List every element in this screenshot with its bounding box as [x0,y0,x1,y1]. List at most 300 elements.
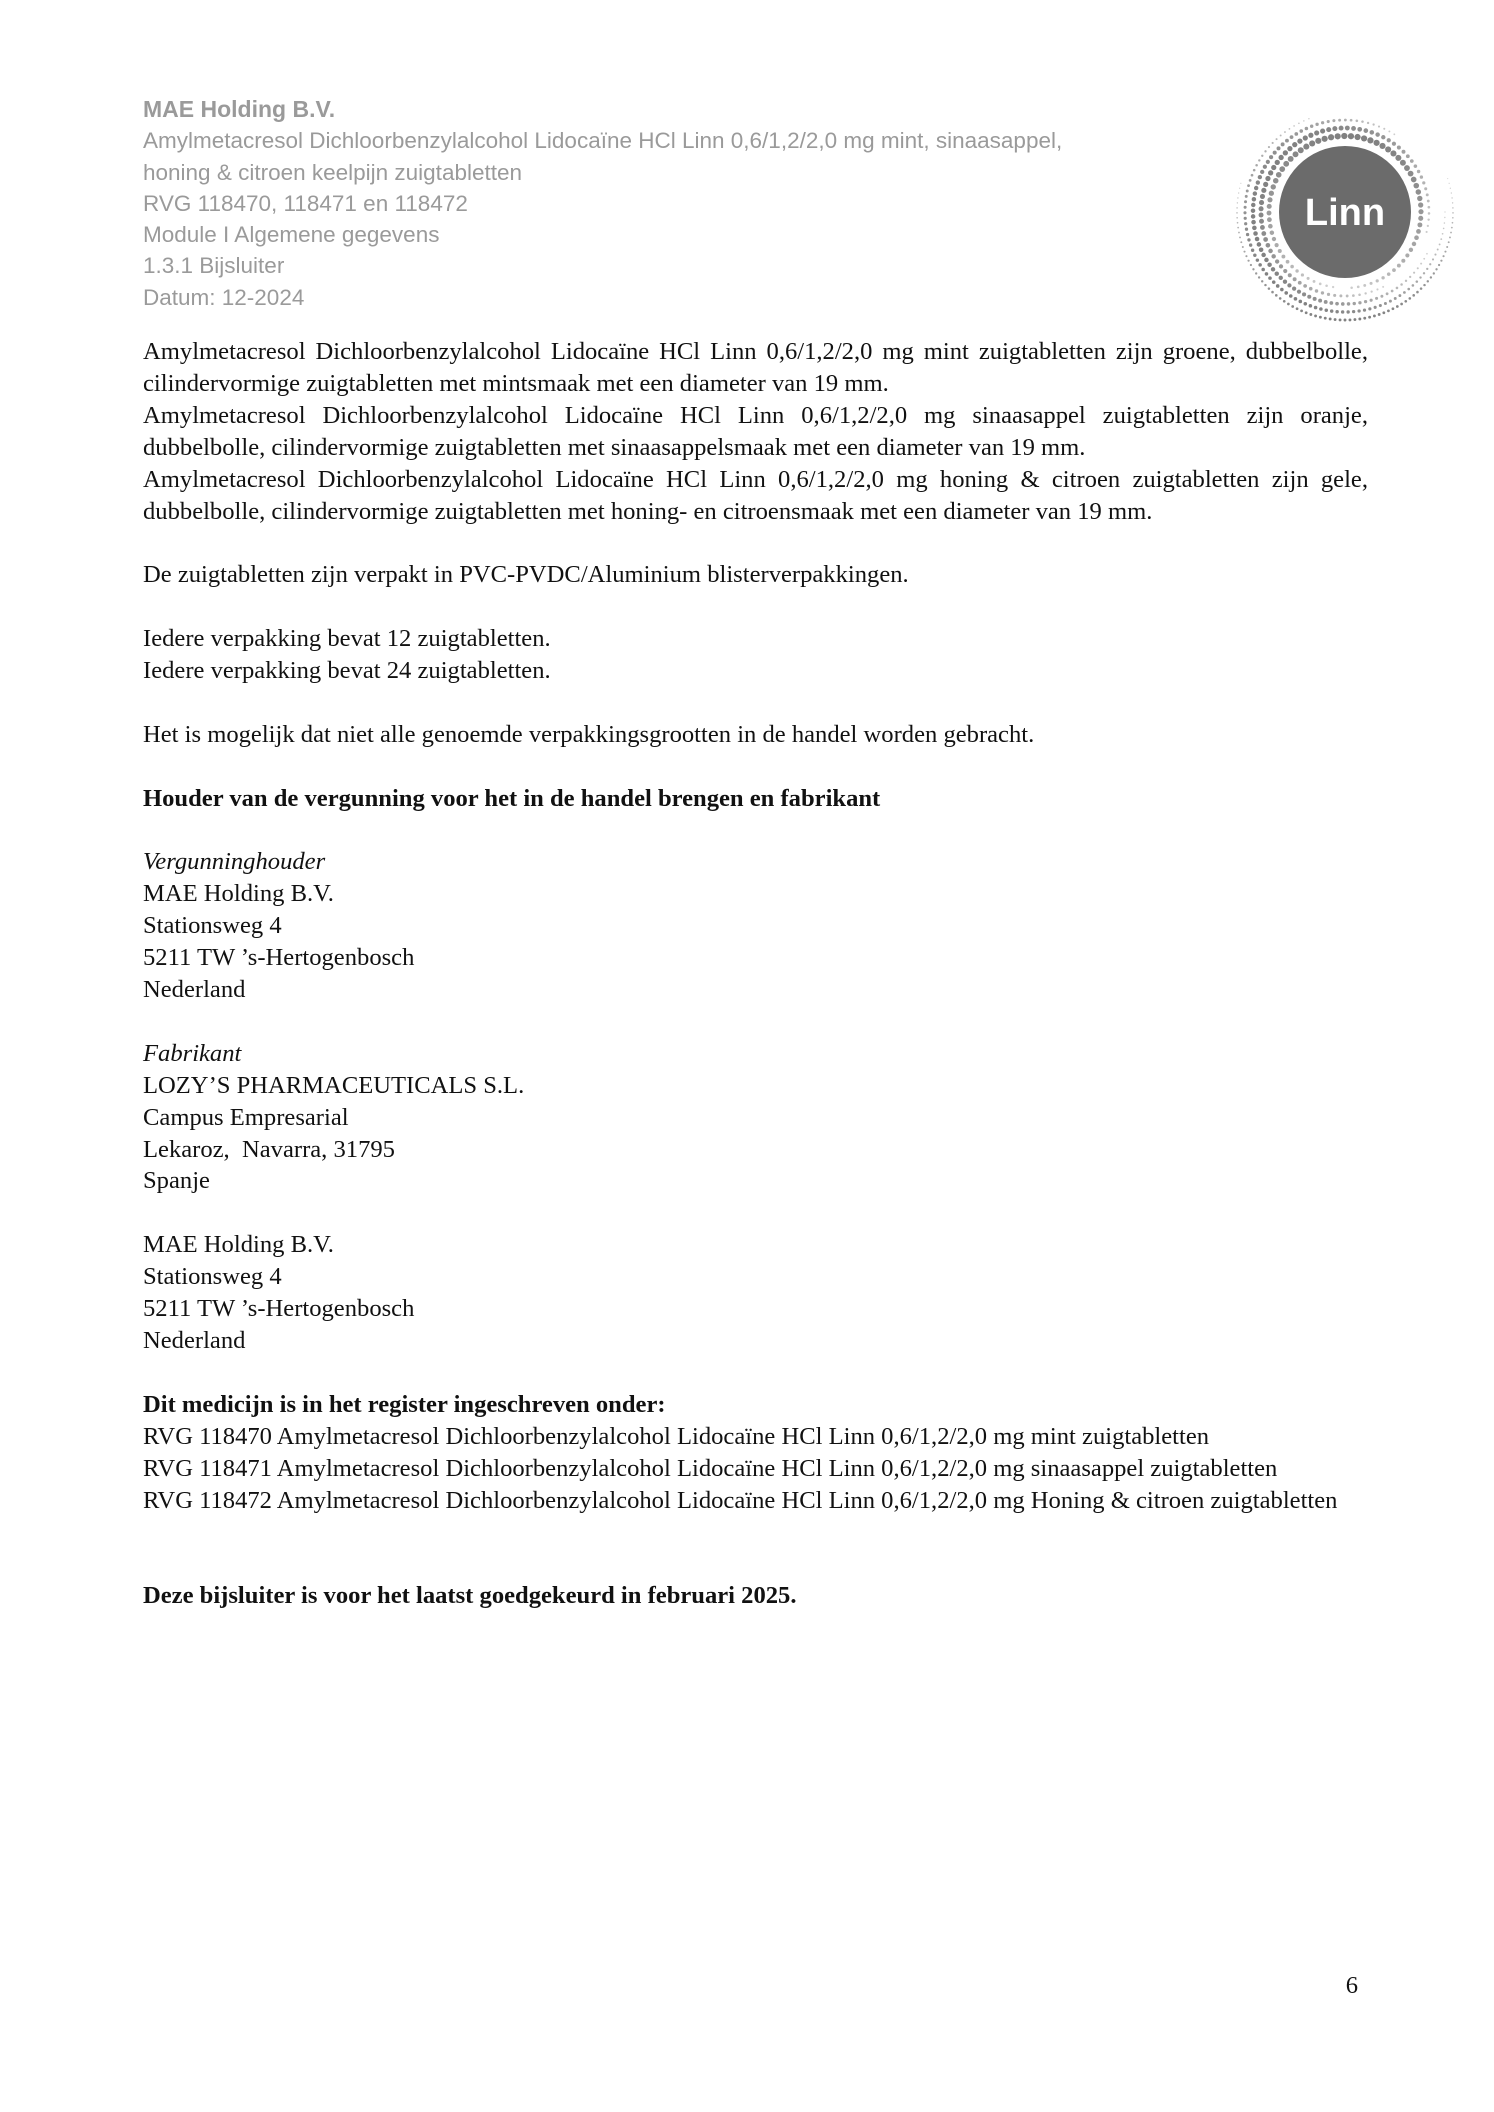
logo-dot [1287,283,1291,287]
logo-dot [1327,120,1330,123]
logo-dot [1352,294,1355,297]
logo-dot [1393,133,1395,135]
logo-dot [1418,216,1423,221]
logo-dot [1249,243,1252,246]
logo-dot [1246,190,1249,193]
logo-dot [1424,187,1427,190]
paragraph-pack-note: Het is mogelijk dat niet alle genoemde verpakkingsgrootten in de handel worden gebracht. [143,720,1035,748]
logo-dot [1268,170,1273,175]
logo-dot [1278,155,1283,160]
logo-dot [1361,120,1364,123]
logo-dot [1401,259,1405,263]
logo-dot [1444,217,1445,218]
logo-dot [1361,135,1367,141]
logo-dot [1259,200,1264,205]
logo-dot [1265,272,1269,276]
logo-dot [1353,302,1356,305]
logo-dot [1398,294,1401,297]
logo-dot [1400,160,1406,166]
logo-dot [1427,218,1429,220]
logo-dot [1247,184,1250,187]
logo-dot [1237,222,1239,224]
logo-dot [1269,155,1273,159]
document-body [143,336,1368,1612]
logo-dot [1297,139,1302,144]
logo-dot [1321,291,1324,294]
logo-dot [1409,248,1413,252]
logo-dot [1370,299,1373,302]
logo-dot [1434,254,1436,256]
logo-dot [1412,242,1416,246]
logo-dot [1426,231,1428,233]
logo-dot [1390,150,1396,156]
logo-dot [1313,297,1317,301]
logo-dot [1244,200,1247,203]
logo-dot [1305,311,1308,314]
logo-dot [1448,241,1450,243]
approval-statement: Deze bijsluiter is voor het laatst goedgekeurd in februari 2025. [143,1582,797,1610]
logo-dot [1451,192,1452,193]
logo-dot [1315,123,1318,126]
logo-dot [1418,202,1423,207]
logo-dot [1285,139,1289,143]
logo-dot [1259,213,1264,218]
logo-dot [1245,228,1248,231]
logo-dot [1251,208,1256,213]
logo-dot [1420,287,1423,290]
paragraph-packaging: De zuigtabletten zijn verpakt in PVC-PVDC/Aluminium blisterverpakkingen. [143,561,909,589]
linn-logo [1230,72,1460,334]
logo-dot [1268,276,1272,280]
document-header [143,94,1203,313]
header-date: Datum: 12-2024 [143,284,305,310]
logo-dot [1268,224,1273,229]
logo-dot [1254,186,1258,190]
logo-dot [1353,318,1356,321]
logo-dot [1307,277,1310,280]
logo-dot [1417,170,1420,173]
logo-dot [1275,259,1279,263]
logo-dot [1250,264,1252,266]
logo-dot [1293,125,1295,127]
logo-dot [1263,182,1268,187]
logo-dot [1314,130,1319,135]
logo-dot [1400,283,1403,286]
logo-dot [1288,273,1292,277]
logo-dot [1357,286,1360,289]
logo-dot [1305,127,1309,131]
logo-dot [1261,155,1263,157]
logo-dot [1302,292,1306,296]
logo-dot [1260,194,1265,199]
logo-dot [1368,316,1371,319]
logo-dot [1297,290,1301,294]
logo-dot [1244,222,1247,225]
logo-dot [1346,310,1349,313]
logo-dot [1294,297,1298,301]
logo-dot [1288,156,1294,162]
logo-dot [1452,207,1454,209]
page-number: 6 [1345,1972,1358,1999]
logo-dot [1263,237,1268,242]
logo-dot [1252,226,1257,231]
header-product-line-2: honing & citroen keelpijn zuigtabletten [143,159,523,185]
logo-dot [1257,242,1262,247]
logo-dot [1243,211,1246,214]
logo-dot [1374,140,1380,146]
logo-dot [1332,286,1334,288]
logo-dot [1426,253,1428,255]
logo-dot [1423,272,1425,274]
logo-dot [1253,231,1258,236]
logo-dot [1407,288,1410,291]
logo-dot [1272,237,1276,241]
logo-dot [1438,264,1440,266]
logo-dot [1347,302,1351,306]
address-line: Stationsweg 4 [143,912,282,940]
logo-dot [1299,129,1303,133]
logo-dot [1351,126,1356,131]
logo-dot [1382,286,1384,288]
logo-dot [1283,150,1288,155]
logo-dot [1378,125,1380,127]
logo-dot [1418,209,1423,214]
logo-dot [1357,309,1360,312]
logo-dot [1319,307,1323,311]
logo-dot [1267,217,1272,222]
address-line: Stationsweg 4 [143,1263,282,1291]
logo-dot [1381,135,1385,139]
logo-dot [1277,146,1281,150]
logo-dot [1273,151,1277,155]
logo-dot [1278,249,1282,253]
logo-dot [1449,236,1451,238]
logo-dot [1388,130,1390,132]
logo-dot [1309,304,1313,308]
logo-dot [1279,264,1283,268]
logo-dot [1309,287,1313,291]
logo-dot [1435,268,1437,270]
logo-dot [1371,291,1373,293]
logo-dot [1321,121,1324,124]
paragraph-sinaasappel: Amylmetacresol Dichloorbenzylalcohol Lidocaïne HCl Linn 0,6/1,2/2,0 mg sinaasappel zuigtabletten zijn oranje, dubbelbolle, cilindervormige zuigtabletten met sinaasappelsmaak met een diameter van 19 mm. [143,401,1368,461]
logo-dot [1395,155,1401,161]
logo-dot [1385,146,1391,152]
logo-dot [1293,151,1299,157]
header-section: 1.3.1 Bijsluiter [143,253,285,279]
logo-dot [1303,284,1307,288]
logo-dot [1295,269,1298,272]
logo-dot [1341,310,1344,313]
address-line: Nederland [143,976,246,1004]
logo-dot [1341,133,1347,139]
logo-dot [1290,135,1294,139]
register-entry: RVG 118472 Amylmetacresol Dichloorbenzylalcohol Lidocaïne HCl Linn 0,6/1,2/2,0 mg Honing & citroen zuigtabletten [143,1486,1338,1514]
logo-dot [1423,284,1425,286]
logo-dot [1283,161,1289,167]
logo-dot [1264,284,1266,286]
logo-dot [1349,318,1352,321]
logo-dot [1240,241,1242,243]
logo-dot [1414,164,1418,168]
logo-dot [1442,233,1444,235]
logo-dot [1412,294,1415,297]
logo-dot [1363,317,1366,320]
logo-dot [1357,127,1362,132]
logo-dot [1392,307,1395,310]
logo-dot [1375,132,1379,136]
holder-label: Vergunninghouder [143,848,326,876]
logo-dot [1335,310,1338,313]
logo-dot [1245,255,1247,257]
logo-dot [1266,243,1271,248]
logo-dot [1289,128,1291,130]
logo-dot [1240,183,1241,184]
logo-dot [1315,289,1318,292]
logo-dot [1255,237,1260,242]
logo-dot [1375,297,1378,300]
logo-dot [1238,192,1239,193]
logo-dot [1426,193,1429,196]
logo-dot [1251,249,1254,252]
logo-dot [1259,247,1264,252]
logo-dot [1309,140,1315,146]
logo-dot [1447,178,1448,179]
logo-dot [1391,290,1394,293]
logo-dot [1280,134,1282,136]
logo-dot [1373,315,1376,318]
logo-dot [1382,311,1385,314]
logo-dot [1272,142,1274,144]
logo-dot [1404,165,1410,171]
logo-dot [1276,138,1278,140]
logo-dot [1364,300,1367,303]
logo-dot [1292,287,1296,291]
logo-dot [1247,238,1250,241]
logo-dot [1265,176,1270,181]
logo-dot [1344,119,1347,122]
logo-dot [1341,302,1345,306]
logo-dot [1423,258,1425,260]
logo-dot [1264,258,1269,263]
logo-dot [1408,171,1414,177]
logo-dot [1416,280,1419,283]
logo-dot [1271,184,1276,189]
logo-dot [1364,292,1366,294]
logo-dot [1258,175,1262,179]
logo-dot [1246,233,1249,236]
holder-heading: Houder van de vergunning voor het in de handel brengen en fabrikant [143,784,881,812]
logo-dot [1273,178,1279,184]
logo-dot [1271,165,1276,170]
header-module: Module I Algemene gegevens [143,222,440,248]
logo-dot [1251,214,1256,219]
logo-dot [1410,159,1414,163]
logo-dot [1392,268,1396,272]
logo-dot [1256,258,1259,261]
logo-dot [1386,292,1389,295]
logo-dot [1427,200,1430,203]
logo-dot [1350,119,1353,122]
logo-dot [1255,272,1257,274]
logo-dot [1300,310,1303,313]
logo-dot [1427,280,1429,282]
logo-dot [1303,144,1309,150]
logo-dot [1258,263,1262,267]
logo-dot [1370,282,1373,285]
logo-dot [1330,309,1333,312]
logo-dot [1236,207,1238,209]
register-heading: Dit medicijn is in het register ingeschreven onder: [143,1390,666,1418]
logo-dot [1253,169,1256,172]
logo-dot [1275,243,1279,247]
logo-dot [1346,295,1349,298]
logo-dot [1244,217,1247,220]
header-company: MAE Holding B.V. [143,96,336,122]
logo-dot [1286,260,1290,264]
paragraph-mint: Amylmetacresol Dichloorbenzylalcohol Lidocaïne HCl Linn 0,6/1,2/2,0 mg mint zuigtabletten zijn groene, dubbelbolle, cilindervormige zuigtabletten met mintsmaak met een diameter van 19 mm. [143,338,1368,397]
logo-dot [1318,299,1322,303]
logo-dot [1432,258,1434,260]
logo-dot [1268,287,1271,290]
logo-dot [1329,301,1333,305]
address-line: LOZY’S PHARMACEUTICALS S.L. [143,1071,525,1099]
logo-dot [1367,137,1373,143]
logo-dot [1345,126,1350,131]
logo-dot [1411,177,1417,183]
logo-dot [1279,166,1285,172]
logo-dot [1263,165,1267,169]
logo-dot [1319,283,1322,286]
logo-dot [1270,230,1274,234]
logo-dot [1281,142,1285,146]
logo-dot [1261,253,1266,258]
logo-dot [1303,120,1305,122]
logo-dot [1419,276,1421,278]
logo-dot [1403,291,1406,294]
logo-text: Linn [1304,192,1386,234]
logo-dot [1444,251,1446,253]
logo-dot [1256,180,1260,184]
logo-dot [1328,134,1334,140]
address-line: 5211 TW ’s-Hertogenbosch [143,944,415,972]
logo-dot [1258,159,1260,161]
logo-dot [1308,133,1313,138]
logo-dot [1242,246,1244,248]
logo-dot [1264,150,1266,152]
logo-dot [1364,128,1369,133]
logo-dot [1252,268,1254,270]
header-product-line-1: Amylmetacresol Dichloorbenzylalcohol Lidocaïne HCl Linn 0,6/1,2/2,0 mg mint, sinaasappel, [143,128,1063,154]
address-line: 5211 TW ’s-Hertogenbosch [143,1295,415,1323]
logo-dot [1440,260,1442,262]
address-line: MAE Holding B.V. [143,880,334,908]
logo-dot [1296,307,1299,310]
address-line: Campus Empresarial [143,1103,349,1131]
logo-dot [1451,197,1452,198]
logo-dot [1327,293,1330,296]
logo-dot [1260,170,1264,174]
logo-dot [1387,310,1390,313]
logo-dot [1429,263,1431,265]
logo-dot [1332,119,1335,122]
logo-dot [1291,305,1294,308]
logo-dot [1379,143,1385,149]
logo-dot [1276,284,1280,288]
logo-dot [1428,212,1431,215]
logo-dot [1275,160,1280,165]
logo-dot [1269,191,1274,196]
logo-dot [1381,276,1384,279]
logo-dot [1298,122,1300,124]
logo-dot [1244,206,1247,209]
logo-dot [1356,119,1359,122]
logo-dot [1450,188,1451,189]
logo-dot [1267,211,1272,216]
logo-dot [1339,294,1342,297]
logo-dot [1238,232,1240,234]
logo-dot [1400,303,1403,306]
manufacturer-label: Fabrikant [143,1039,242,1067]
logo-dot [1287,303,1290,306]
logo-dot [1266,160,1270,164]
logo-dot [1281,255,1285,259]
logo-dot [1298,281,1302,285]
logo-dot [1392,142,1396,146]
logo-dot [1314,315,1317,318]
logo-dot [1450,232,1452,234]
logo-dot [1259,219,1264,224]
logo-dot [1358,301,1361,304]
logo-dot [1444,222,1446,224]
logo-dot [1283,269,1287,273]
logo-dot [1303,135,1308,140]
header-rvg: RVG 118470, 118471 en 118472 [143,190,468,216]
logo-dot [1387,138,1391,142]
logo-dot [1396,305,1399,308]
logo-dot [1404,300,1407,303]
logo-dot [1368,307,1371,310]
logo-dot [1339,126,1344,131]
logo-dot [1417,196,1422,201]
logo-dot [1335,133,1341,139]
logo-dot [1420,175,1423,178]
address-line: Spanje [143,1167,210,1195]
logo-dot [1335,302,1339,306]
logo-dot [1308,118,1309,119]
paragraph-honing: Amylmetacresol Dichloorbenzylalcohol Lidocaïne HCl Linn 0,6/1,2/2,0 mg honing & citroen zuigtabletten zijn gele, dubbelbolle, cilindervormige zuigtabletten met honing- en citroensmaak met een diameter van 19 mm. [143,465,1368,525]
logo-dot [1329,318,1332,321]
register-entry: RVG 118470 Amylmetacresol Dichloorbenzylalcohol Lidocaïne HCl Linn 0,6/1,2/2,0 mg mint zuigtabletten [143,1422,1210,1450]
logo-dot [1251,174,1254,177]
logo-dot [1376,279,1379,282]
logo-dot [1325,284,1328,287]
logo-dot [1304,302,1308,306]
logo-dot [1325,308,1328,311]
logo-dot [1307,295,1311,299]
logo-dot [1261,231,1266,236]
logo-dot [1452,202,1453,203]
logo-dot [1290,265,1294,269]
logo-dot [1315,138,1321,144]
address-line: Lekaroz, Navarra, 31795 [143,1135,395,1163]
logo-dot [1322,136,1328,142]
logo-dot [1271,291,1274,294]
address-line: Nederland [143,1326,246,1354]
paragraph-pack-12: Iedere verpakking bevat 12 zuigtabletten. [143,625,551,653]
logo-dot [1237,197,1238,198]
paragraph-pack-24: Iedere verpakking bevat 24 zuigtabletten. [143,657,551,685]
